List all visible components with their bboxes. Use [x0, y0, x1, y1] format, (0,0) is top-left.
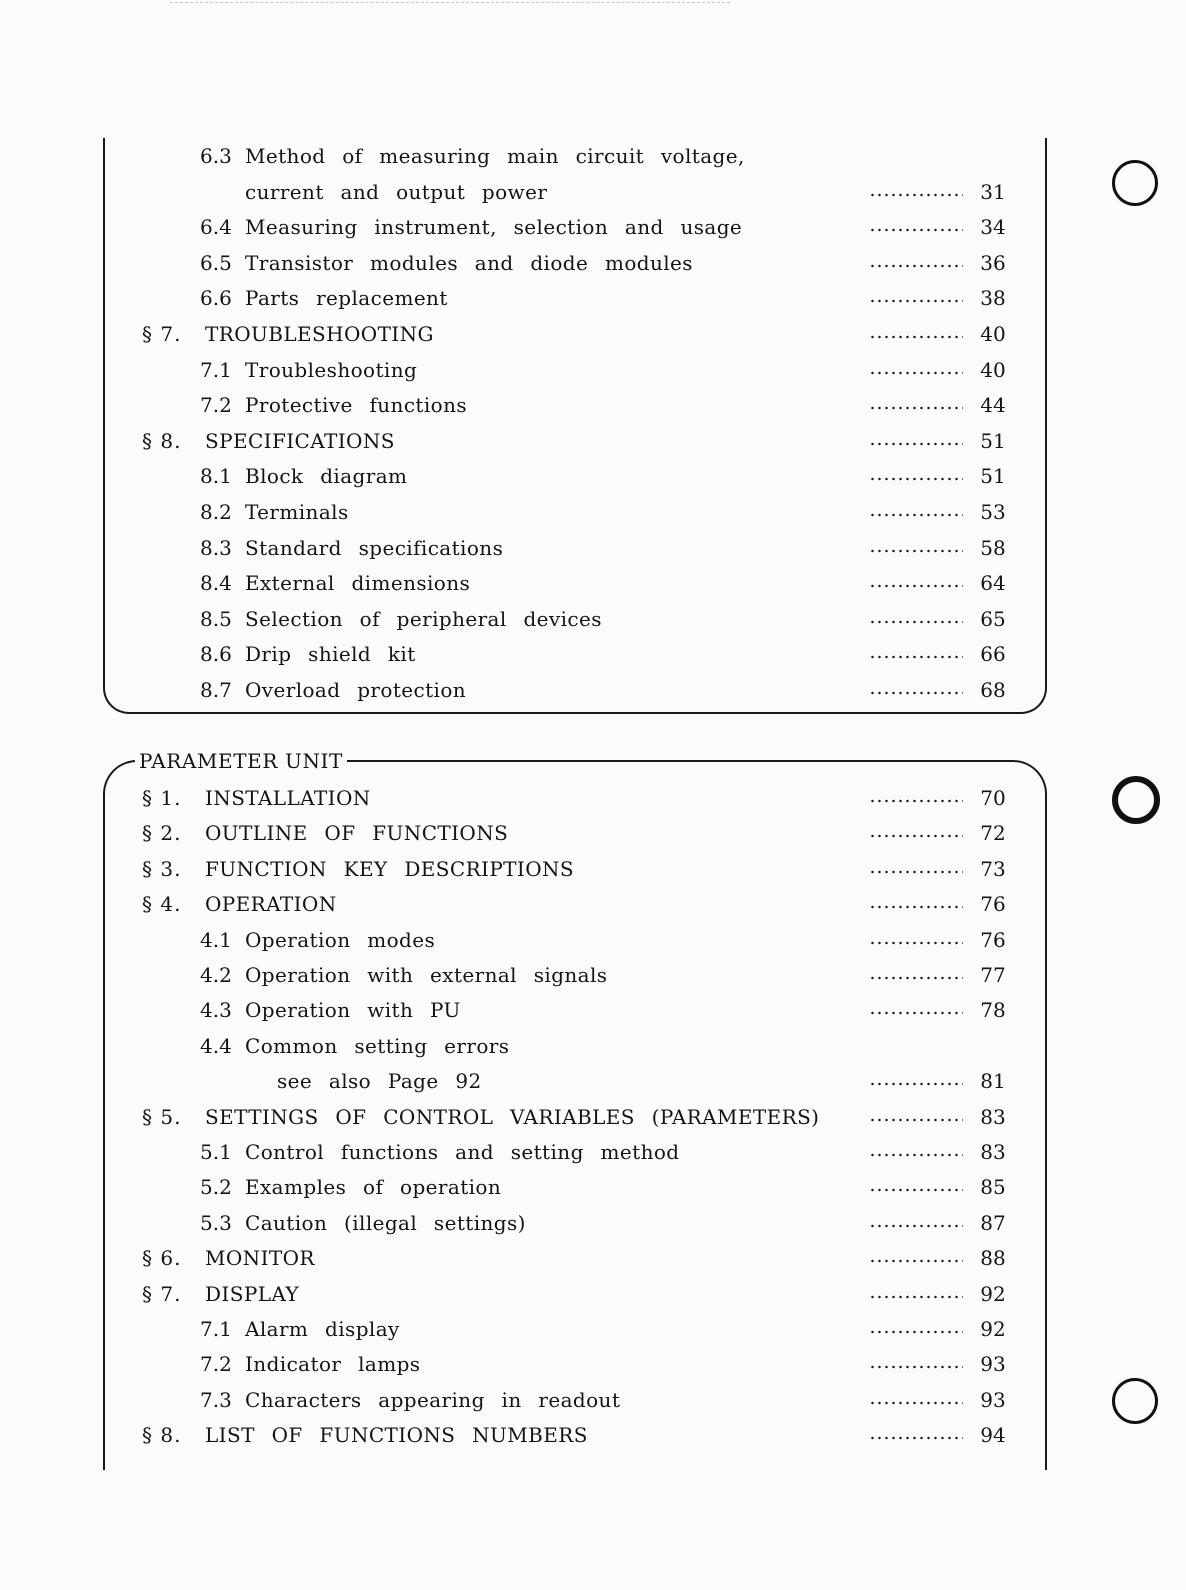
section-number: § 2.	[142, 821, 182, 846]
dot-leader	[869, 228, 963, 232]
page-number: 76	[980, 927, 1006, 952]
dot-leader	[869, 905, 963, 909]
toc-entry	[105, 1065, 1041, 1097]
subsection-number: 6.3	[200, 144, 232, 168]
toc-parameter-unit-box	[103, 749, 1047, 1470]
entry-title: Operation with external signals	[245, 963, 608, 987]
section-number: § 8.	[142, 1423, 182, 1448]
entry-title: Drip shield kit	[245, 642, 416, 667]
page-number: 38	[980, 286, 1006, 311]
dot-leader	[869, 406, 963, 410]
entry-title: Transistor modules and diode modules	[245, 250, 693, 275]
page-number: 66	[980, 642, 1006, 667]
toc-entry	[105, 924, 1041, 956]
entry-title: TROUBLESHOOTING	[205, 322, 434, 346]
entry-title: Measuring instrument, selection and usage	[245, 215, 743, 240]
page-number: 92	[980, 1317, 1006, 1341]
page-number: 31	[980, 179, 1006, 204]
dot-leader	[869, 1330, 963, 1334]
section-number: § 4.	[142, 892, 182, 917]
subsection-number: 8.3	[200, 535, 232, 560]
toc-section-entry	[105, 888, 1041, 920]
entry-title: Parts replacement	[245, 286, 448, 311]
toc-entry	[105, 140, 1041, 172]
entry-title: Overload protection	[245, 678, 467, 702]
page-number: 40	[980, 357, 1006, 382]
dot-leader	[869, 477, 963, 481]
page-number: 83	[980, 1104, 1006, 1129]
subsection-number: 6.4	[200, 215, 232, 240]
page-number: 70	[980, 786, 1006, 810]
subsection-number: 4.4	[200, 1033, 232, 1058]
subsection-number: 8.7	[200, 678, 232, 702]
page-number: 85	[980, 1175, 1006, 1200]
toc-section-entry	[105, 782, 1041, 814]
subsection-number: 6.5	[200, 250, 232, 275]
subsection-number: 7.2	[200, 1352, 232, 1377]
dot-leader	[869, 1188, 963, 1192]
dot-leader	[869, 1259, 963, 1263]
entry-title: MONITOR	[205, 1246, 315, 1271]
toc-entry	[105, 282, 1041, 314]
toc-entry	[105, 994, 1041, 1026]
toc-entry	[105, 1030, 1041, 1062]
entry-title: Troubleshooting	[245, 357, 418, 382]
toc-entry	[105, 1207, 1041, 1239]
page-number: 93	[980, 1387, 1006, 1412]
toc-entry	[105, 603, 1041, 635]
entry-title: Selection of peripheral devices	[245, 606, 602, 631]
page-number: 87	[980, 1210, 1006, 1235]
subsection-number: 7.1	[200, 1317, 232, 1341]
dot-leader	[869, 1224, 963, 1228]
toc-main-box	[103, 138, 1047, 714]
dot-leader	[869, 691, 963, 695]
section-number: § 5.	[142, 1104, 182, 1129]
subsection-number: 7.3	[200, 1387, 232, 1412]
toc-entry	[105, 247, 1041, 279]
dot-leader	[869, 870, 963, 874]
subsection-number: 4.3	[200, 998, 232, 1023]
entry-title: OPERATION	[205, 892, 337, 917]
entry-title: FUNCTION KEY DESCRIPTIONS	[205, 856, 575, 881]
toc-entry	[105, 211, 1041, 243]
dot-leader	[869, 976, 963, 980]
entry-title: see also Page 92	[277, 1069, 482, 1094]
subsection-number: 5.1	[200, 1140, 232, 1164]
dot-leader	[869, 442, 963, 446]
page-number: 51	[980, 428, 1006, 453]
entry-title: Control functions and setting method	[245, 1140, 680, 1164]
entry-title: Caution (illegal settings)	[245, 1210, 526, 1235]
entry-title: External dimensions	[245, 571, 471, 596]
entry-title: SPECIFICATIONS	[205, 428, 395, 453]
toc-entry	[105, 1384, 1041, 1416]
dot-leader	[869, 941, 963, 945]
dot-leader	[869, 1401, 963, 1405]
toc-entry	[105, 1136, 1041, 1168]
page-number: 92	[980, 1281, 1006, 1306]
toc-entry	[105, 532, 1041, 564]
scan-edge-mark	[170, 2, 730, 6]
entry-title: current and output power	[245, 179, 548, 204]
entry-title: Alarm display	[245, 1317, 400, 1341]
toc-section-entry	[105, 1101, 1041, 1133]
binder-hole-icon	[1112, 160, 1158, 206]
dot-leader	[869, 1436, 963, 1440]
section-number: § 3.	[142, 856, 182, 881]
page-number: 64	[980, 571, 1006, 596]
entry-title: Examples of operation	[245, 1175, 502, 1200]
toc-section-entry	[105, 1419, 1041, 1451]
toc-entry	[105, 1348, 1041, 1380]
subsection-number: 4.2	[200, 963, 232, 987]
binder-hole-icon	[1112, 1378, 1158, 1424]
section-number: § 7.	[142, 322, 182, 346]
toc-entry	[105, 674, 1041, 706]
toc-entry	[105, 1171, 1041, 1203]
toc-entry	[105, 1313, 1041, 1345]
entry-title: Operation with PU	[245, 998, 461, 1023]
dot-leader	[869, 193, 963, 197]
page-number: 72	[980, 821, 1006, 846]
page-number: 40	[980, 322, 1006, 346]
entry-title: Method of measuring main circuit voltage,	[245, 144, 745, 168]
page-number: 93	[980, 1352, 1006, 1377]
entry-title: Common setting errors	[245, 1033, 510, 1058]
page-number: 88	[980, 1246, 1006, 1271]
dot-leader	[869, 1118, 963, 1122]
dot-leader	[869, 1011, 963, 1015]
dot-leader	[869, 549, 963, 553]
dot-leader	[869, 299, 963, 303]
toc-section-entry	[105, 1242, 1041, 1274]
subsection-number: 5.2	[200, 1175, 232, 1200]
subsection-number: 6.6	[200, 286, 232, 311]
dot-leader	[869, 655, 963, 659]
dot-leader	[869, 264, 963, 268]
page-number: 65	[980, 606, 1006, 631]
entry-title: Standard specifications	[245, 535, 504, 560]
toc-section-entry	[105, 318, 1041, 350]
subsection-number: 8.2	[200, 500, 232, 524]
toc-entry	[105, 460, 1041, 492]
subsection-number: 8.1	[200, 464, 232, 489]
page-number: 83	[980, 1140, 1006, 1164]
page-number: 78	[980, 998, 1006, 1023]
section-number: § 7.	[142, 1281, 182, 1306]
dot-leader	[869, 834, 963, 838]
page-number: 73	[980, 856, 1006, 881]
entry-title: Indicator lamps	[245, 1352, 421, 1377]
entry-title: SETTINGS OF CONTROL VARIABLES (PARAMETERS)	[205, 1104, 820, 1129]
page-number: 81	[980, 1069, 1006, 1094]
entry-title: LIST OF FUNCTIONS NUMBERS	[205, 1423, 588, 1448]
dot-leader	[869, 1153, 963, 1157]
toc-entry	[105, 389, 1041, 421]
subsection-number: 8.6	[200, 642, 232, 667]
dot-leader	[869, 1082, 963, 1086]
toc-entry	[105, 567, 1041, 599]
page-number: 34	[980, 215, 1006, 240]
entry-title: Operation modes	[245, 927, 436, 952]
dot-leader	[869, 371, 963, 375]
subsection-number: 8.4	[200, 571, 232, 596]
dot-leader	[869, 513, 963, 517]
toc-entry	[105, 354, 1041, 386]
page-number: 94	[980, 1423, 1006, 1448]
page-number: 44	[980, 393, 1006, 418]
parameter-unit-title: PARAMETER UNIT	[135, 749, 347, 773]
subsection-number: 5.3	[200, 1210, 232, 1235]
entry-title: OUTLINE OF FUNCTIONS	[205, 821, 509, 846]
binder-hole-icon	[1112, 776, 1160, 824]
page-number: 68	[980, 678, 1006, 702]
dot-leader	[869, 620, 963, 624]
subsection-number: 8.5	[200, 606, 232, 631]
page-number: 36	[980, 250, 1006, 275]
toc-section-entry	[105, 853, 1041, 885]
toc-entry	[105, 959, 1041, 991]
toc-section-entry	[105, 817, 1041, 849]
section-number: § 1.	[142, 786, 182, 810]
entry-title: DISPLAY	[205, 1281, 300, 1306]
subsection-number: 7.1	[200, 357, 232, 382]
entry-title: Characters appearing in readout	[245, 1387, 621, 1412]
subsection-number: 4.1	[200, 927, 232, 952]
dot-leader	[869, 799, 963, 803]
page-number: 51	[980, 464, 1006, 489]
dot-leader	[869, 335, 963, 339]
toc-section-entry	[105, 425, 1041, 457]
page-number: 53	[980, 500, 1006, 524]
toc-entry	[105, 176, 1041, 208]
section-number: § 8.	[142, 428, 182, 453]
entry-title: Terminals	[245, 500, 349, 524]
page-number: 77	[980, 963, 1006, 987]
entry-title: Block diagram	[245, 464, 408, 489]
page-number: 76	[980, 892, 1006, 917]
entry-title: INSTALLATION	[205, 786, 371, 810]
dot-leader	[869, 1295, 963, 1299]
subsection-number: 7.2	[200, 393, 232, 418]
toc-entry	[105, 638, 1041, 670]
dot-leader	[869, 1365, 963, 1369]
toc-section-entry	[105, 1278, 1041, 1310]
toc-entry	[105, 496, 1041, 528]
page-number: 58	[980, 535, 1006, 560]
entry-title: Protective functions	[245, 393, 468, 418]
dot-leader	[869, 584, 963, 588]
section-number: § 6.	[142, 1246, 182, 1271]
